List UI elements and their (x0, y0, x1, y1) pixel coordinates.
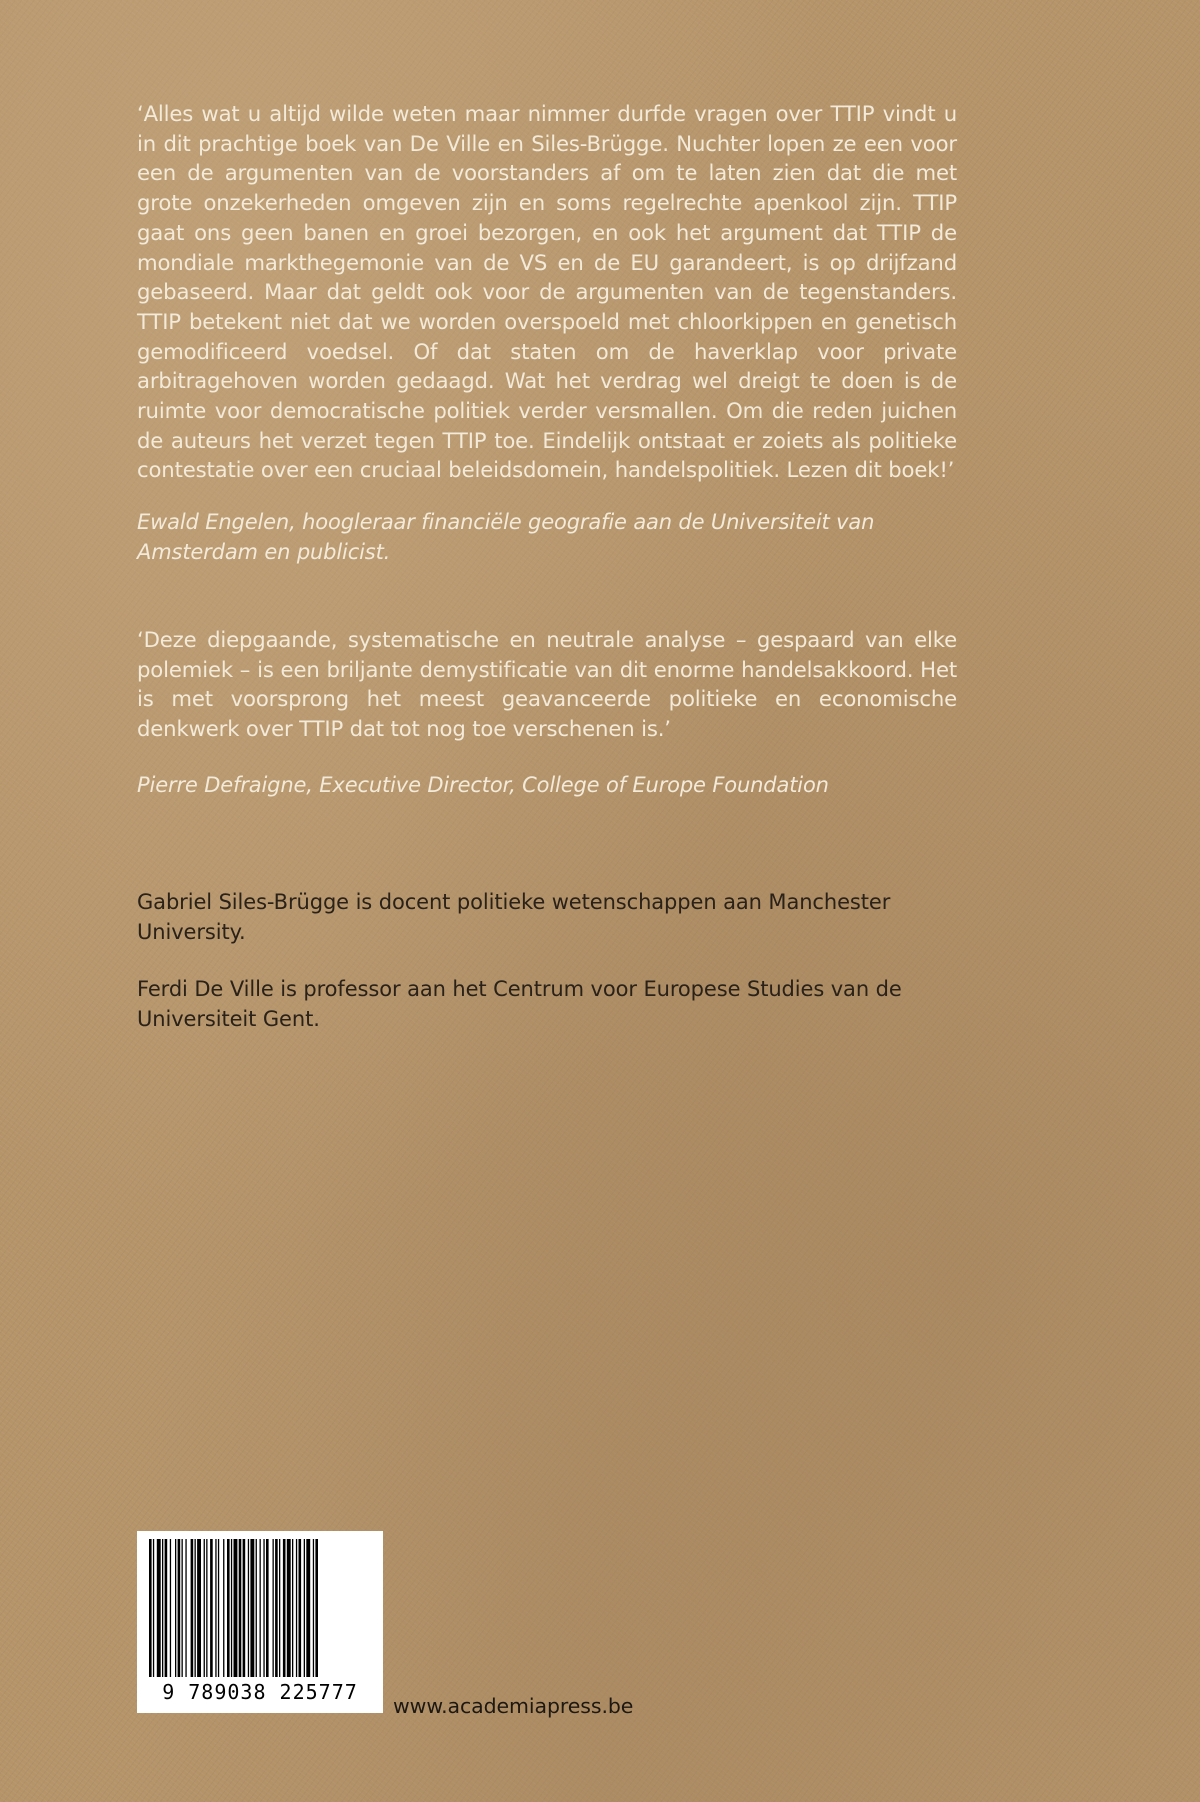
barcode-bar (315, 1539, 318, 1677)
barcode-bar (191, 1539, 194, 1677)
barcode-bar (263, 1539, 264, 1677)
barcode-bar (182, 1539, 183, 1677)
publisher-website: www.academiapress.be (393, 1694, 634, 1718)
barcode-bar (178, 1539, 181, 1677)
barcode-bar (243, 1539, 246, 1677)
barcode-bar (239, 1539, 242, 1677)
barcode-bar (185, 1539, 186, 1677)
review-attribution-engelen: Ewald Engelen, hoogleraar financiële geografie aan de Universiteit van Amsterdam en publicist. (137, 510, 875, 564)
barcode-bar (210, 1539, 213, 1677)
barcode-bar (227, 1539, 230, 1677)
review-quote-engelen: ‘Alles wat u altijd wilde weten maar nimmer durfde vragen over TTIP vindt u in dit prachtige boek van De Ville en Siles-Brügge. Nuchter lopen ze een voor een de argumenten van de voorstanders af om te laten zien dat die met grote onzekerheden omgeven zijn en soms regelrechte apenkool zijn. TTIP gaat ons geen banen en groei bezorgen, en ook het argument dat TTIP de mondiale markthegemonie van de VS en de EU garandeert, is op drijfzand gebaseerd. Maar dat geldt ook voor de argumenten van de tegenstanders. TTIP betekent niet dat we worden overspoeld met chloorkippen en genetisch gemodificeerd voedsel. Of dat staten om de haverklap voor private arbitragehoven worden gedaagd. Wat het verdrag wel dreigt te doen is de ruimte voor democratische politiek verder versmallen. Om die reden juichen de auteurs het verzet tegen TTIP toe. Eindelijk ontstaat er zoiets als politieke contestatie over een cruciaal beleidsdomein, handelspolitiek. Lezen dit boek!’ (137, 101, 957, 483)
barcode-bar (313, 1539, 314, 1677)
barcode-bar (165, 1539, 168, 1677)
barcode-bar (218, 1539, 219, 1677)
barcode-bar (162, 1539, 163, 1677)
barcode-bar (204, 1539, 205, 1677)
barcode-bar (256, 1539, 257, 1677)
barcode-bar (223, 1539, 224, 1677)
barcode-bar (260, 1539, 261, 1677)
barcode-bar (296, 1539, 297, 1677)
review-quote-defraigne: ‘Deze diepgaande, systematische en neutrale analyse – gespaard van elke polemiek – is een briljante demystificatie van dit enorme handelsakkoord. Het is met voorsprong het meest geavanceerde politieke en economische denkwerk over TTIP dat tot nog toe verschenen is.’ (137, 627, 957, 742)
barcode-bar (299, 1539, 302, 1677)
barcode-bar (157, 1539, 161, 1677)
barcode-bar (273, 1539, 274, 1677)
isbn-digits: 9 789038 225777 (162, 1680, 358, 1704)
barcode-bar (292, 1539, 293, 1677)
barcode-bar (149, 1539, 152, 1677)
review-attribution-defraigne: Pierre Defraigne, Executive Director, College of Europe Foundation (137, 773, 829, 797)
barcode-bar (287, 1539, 291, 1677)
barcode-bar (266, 1539, 269, 1677)
barcode-bar (283, 1539, 286, 1677)
barcode-bar (275, 1539, 278, 1677)
author-bio-siles-brugge: Gabriel Siles-Brügge is docent politieke wetenschappen aan Manchester University. (137, 890, 891, 944)
barcode-bar (248, 1539, 249, 1677)
barcode-bars (145, 1539, 375, 1677)
barcode-bar (197, 1539, 201, 1677)
barcode-bar (215, 1539, 216, 1677)
barcode-bar (304, 1539, 305, 1677)
barcode-bar (175, 1539, 176, 1677)
barcode-bar (234, 1539, 238, 1677)
author-bio-de-ville: Ferdi De Ville is professor aan het Centrum voor Europese Studies van de Universiteit Gent. (137, 977, 902, 1031)
barcode-bar (279, 1539, 280, 1677)
isbn-barcode (137, 1531, 383, 1713)
barcode-bar (250, 1539, 254, 1677)
barcode-bar (170, 1539, 171, 1677)
barcode-bar (206, 1539, 207, 1677)
barcode-bar (195, 1539, 196, 1677)
barcode-bar (231, 1539, 232, 1677)
barcode-bar (153, 1539, 154, 1677)
barcode-bar (306, 1539, 310, 1677)
